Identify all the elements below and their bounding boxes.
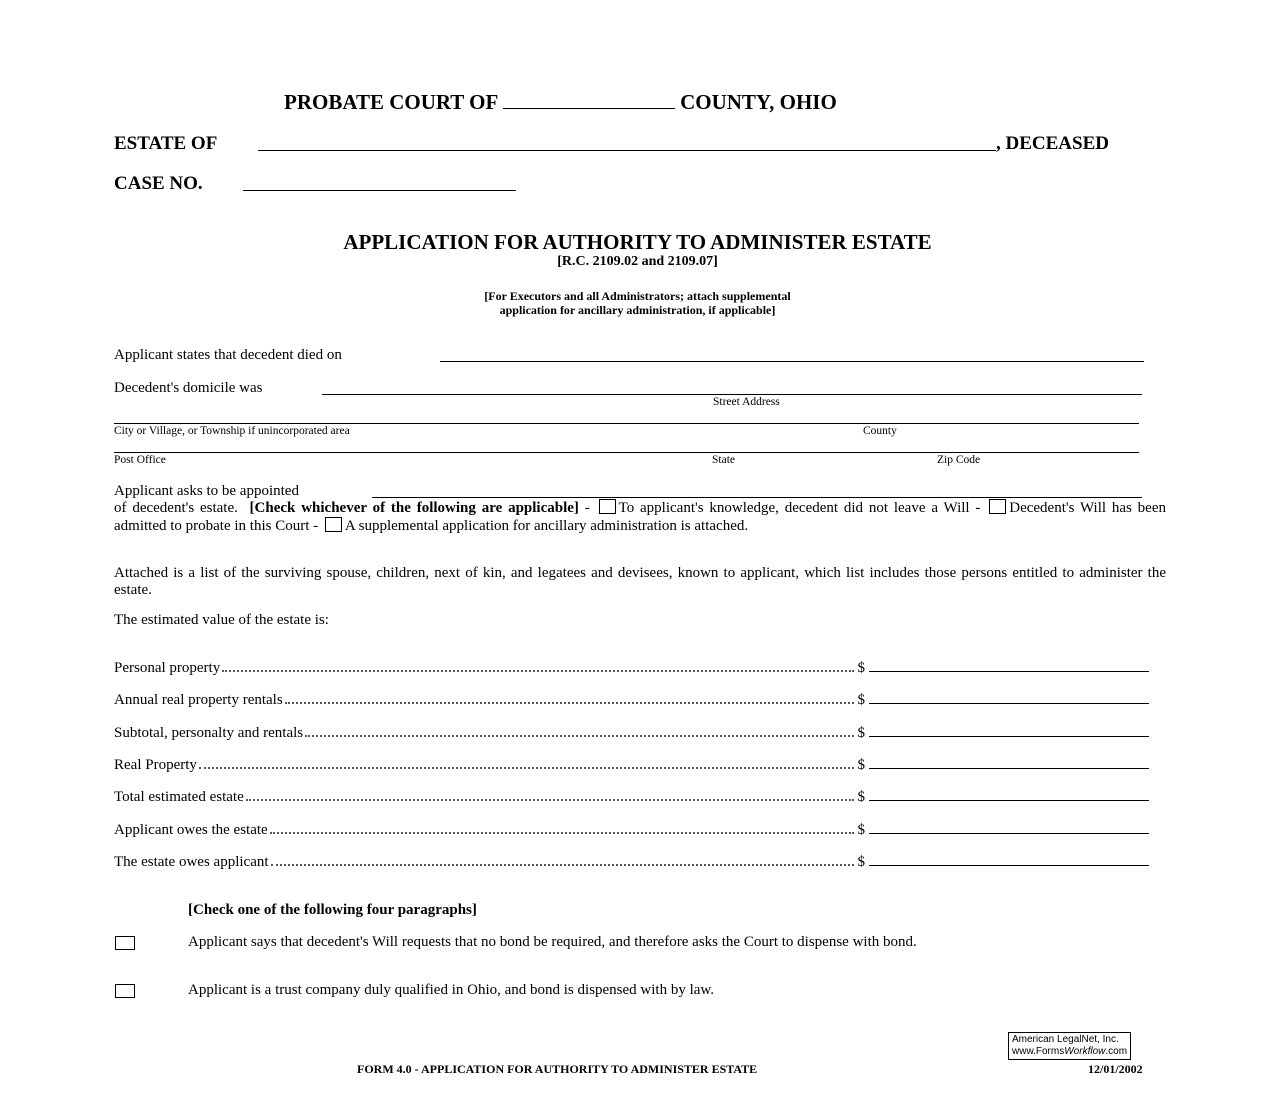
estate-value-row: [114, 789, 1149, 806]
estate-of-label: ESTATE OF: [114, 133, 218, 154]
statute-ref: [R.C. 2109.02 and 2109.07]: [557, 254, 718, 269]
post-office-state-zip-field[interactable]: [114, 452, 1139, 453]
street-address-field[interactable]: [322, 394, 1142, 395]
publisher-url[interactable]: www.FormsWorkflow.com: [1012, 1046, 1128, 1057]
ancillary-checkbox[interactable]: [325, 517, 342, 532]
form-title: APPLICATION FOR AUTHORITY TO ADMINISTER ESTATE: [343, 230, 932, 254]
county-field[interactable]: [503, 108, 675, 109]
estate-value-row: [114, 725, 1149, 742]
court-prefix: PROBATE COURT OF: [284, 90, 498, 114]
publisher-name: American LegalNet, Inc.: [1012, 1034, 1119, 1045]
dot-leader: [246, 799, 854, 801]
dot-leader: [222, 670, 853, 672]
dollar-sign: $: [857, 692, 865, 709]
street-address-caption: Street Address: [713, 396, 780, 408]
will-admitted-checkbox[interactable]: [989, 499, 1006, 514]
estate-value-row: [114, 822, 1149, 839]
dollar-sign: $: [857, 853, 865, 870]
court-suffix: COUNTY, OHIO: [680, 90, 837, 114]
no-bond-will-checkbox[interactable]: [115, 936, 135, 950]
dollar-sign: $: [857, 821, 865, 838]
appoint-label: Applicant asks to be appointed: [114, 483, 299, 499]
value-row-label: Total estimated estate: [114, 789, 244, 806]
dot-leader: [270, 832, 854, 834]
estimated-value-label: The estimated value of the estate is:: [114, 612, 329, 628]
dollar-sign: $: [857, 789, 865, 806]
form-note-2: application for ancillary administration, if applicable]: [499, 303, 776, 317]
estate-value-row: [114, 757, 1149, 774]
city-caption: City or Village, or Township if unincorporated area: [114, 425, 350, 437]
case-no-field[interactable]: [243, 190, 516, 191]
value-amount-field[interactable]: [869, 670, 1149, 672]
value-amount-field[interactable]: [869, 767, 1149, 769]
value-amount-field[interactable]: [869, 832, 1149, 834]
dollar-sign: $: [857, 756, 865, 773]
footer-form-title: FORM 4.0 - APPLICATION FOR AUTHORITY TO ADMINISTER ESTATE: [357, 1062, 758, 1076]
attached-list-text: Attached is a list of the surviving spouse, children, next of kin, and legatees and devisees, known to applicant, which list includes those persons entitled to administer the estate.: [114, 565, 1166, 598]
value-row-label: Personal property: [114, 660, 221, 676]
appointee-field[interactable]: [372, 497, 1142, 498]
ancillary-label: A supplemental application for ancillary administration is attached.: [344, 517, 749, 534]
city-county-field[interactable]: [114, 423, 1139, 424]
no-will-checkbox[interactable]: [599, 499, 616, 514]
estate-value-row: [114, 854, 1149, 871]
dot-leader: [305, 735, 853, 737]
case-no-label: CASE NO.: [114, 173, 203, 194]
zip-caption: Zip Code: [937, 454, 981, 466]
value-amount-field[interactable]: [869, 702, 1149, 704]
deceased-label: , DECEASED: [996, 133, 1109, 154]
trust-company-checkbox[interactable]: [115, 984, 135, 998]
value-row-label: The estate owes applicant: [114, 853, 269, 870]
will-admitted-label: Decedent's Will has been admitted to probate in this Court -: [114, 500, 1166, 534]
dollar-sign: $: [857, 660, 865, 676]
trust-company-text: Applicant is a trust company duly qualified in Ohio, and bond is dispensed with by law.: [188, 982, 715, 998]
estate-value-row: [114, 660, 1149, 677]
domicile-label: Decedent's domicile was: [114, 380, 263, 396]
value-amount-field[interactable]: [869, 799, 1149, 801]
footer-date: 12/01/2002: [1088, 1062, 1143, 1076]
no-will-label: To applicant's knowledge, decedent did not leave a Will -: [618, 500, 981, 516]
died-on-label: Applicant states that decedent died on: [114, 347, 342, 363]
dot-leader: [271, 864, 854, 866]
court-heading: [284, 90, 837, 115]
publisher-box: [1008, 1032, 1131, 1060]
county-caption: County: [863, 425, 897, 437]
bond-instruction: [Check one of the following four paragraphs]: [188, 902, 477, 918]
value-row-label: Applicant owes the estate: [114, 821, 268, 838]
estate-value-row: [114, 692, 1149, 709]
dot-leader: [285, 702, 854, 704]
applicable-paragraph: of decedent's estate. [Check whichever of the following are applicable] - To applicant's knowledge, decedent did not leave a Will - Decedent's Will has been admitted to probate in this Court - A supplemental application for ancillary administration is attached.: [114, 500, 1166, 534]
value-row-label: Subtotal, personalty and rentals: [114, 724, 304, 741]
value-amount-field[interactable]: [869, 735, 1149, 737]
value-row-label: Real Property: [114, 756, 197, 773]
check-instruction: [Check whichever of the following are applicable]: [249, 500, 579, 516]
value-row-label: Annual real property rentals: [114, 692, 283, 709]
estate-text: of decedent's estate.: [114, 500, 238, 516]
dot-leader: [199, 767, 854, 769]
dollar-sign: $: [857, 724, 865, 741]
state-caption: State: [712, 454, 735, 466]
value-amount-field[interactable]: [869, 864, 1149, 866]
form-note-1: [For Executors and all Administrators; attach supplemental: [484, 289, 791, 303]
date-of-death-field[interactable]: [440, 361, 1144, 362]
no-bond-will-text: Applicant says that decedent's Will requests that no bond be required, and therefore asks the Court to dispense with bond.: [188, 934, 917, 950]
post-office-caption: Post Office: [114, 454, 166, 466]
decedent-name-field[interactable]: [258, 150, 996, 151]
